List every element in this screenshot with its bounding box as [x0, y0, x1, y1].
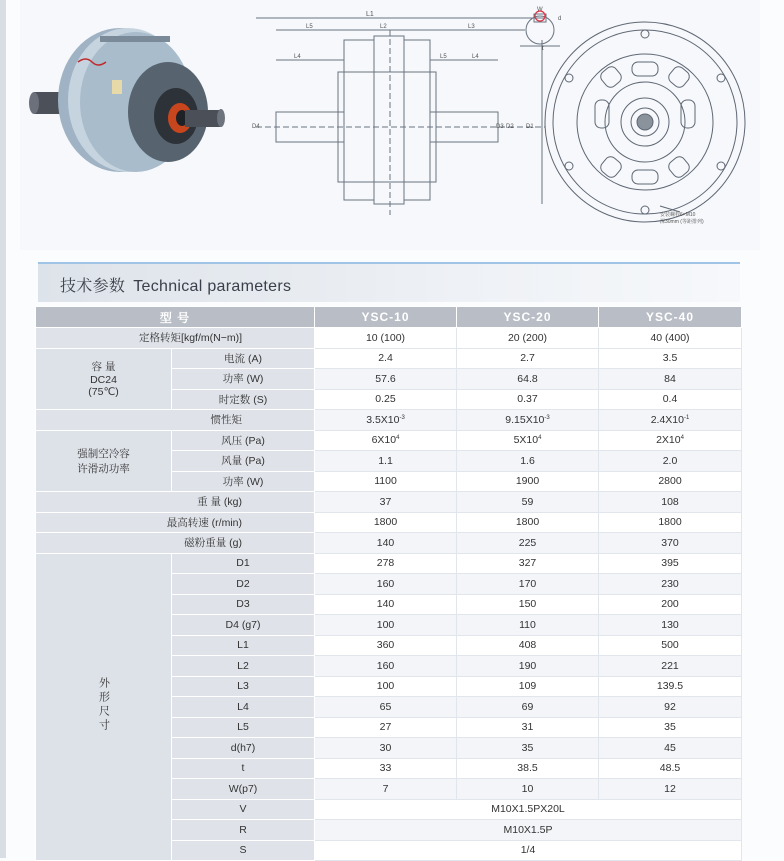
power-ysc40: 84: [599, 369, 742, 390]
air-volume-ysc20: 1.6: [457, 451, 599, 472]
label-d2: D2: [506, 124, 514, 130]
dim-label: L1: [172, 635, 315, 656]
capacity-group-line1: 容 量: [91, 361, 116, 374]
current-ysc40: 3.5: [599, 348, 742, 369]
dim-label: L4: [172, 697, 315, 718]
inertia-label: 惯性矩: [36, 410, 315, 431]
air-pressure-label: 风压 (Pa): [172, 430, 315, 451]
dim-label: S: [172, 840, 315, 861]
side-section-drawing: [252, 11, 545, 215]
weight-ysc20: 59: [457, 492, 599, 513]
header-ysc-20: YSC-20: [457, 307, 599, 328]
powder-weight-ysc10: 140: [315, 533, 457, 554]
dim-value: 327: [457, 553, 599, 574]
power-label: 功率 (W): [172, 369, 315, 390]
dim-value: 160: [315, 574, 457, 595]
cooling-power-ysc10: 1100: [315, 471, 457, 492]
dim-label: D1: [172, 553, 315, 574]
table-row-torque: [36, 328, 742, 349]
dim-label: D2: [172, 574, 315, 595]
dim-value: 30: [315, 738, 457, 759]
dim-label: D3: [172, 594, 315, 615]
label-d3: D3: [496, 124, 504, 130]
label-l4-right: L4: [472, 54, 479, 60]
section-title-en: Technical parameters: [133, 278, 292, 295]
label-t: t: [542, 46, 544, 52]
dim-value: 35: [457, 738, 599, 759]
capacity-group-line2: DC24: [90, 374, 117, 387]
dim-value: 27: [315, 717, 457, 738]
dim-value: 395: [599, 553, 742, 574]
dim-value: 200: [599, 594, 742, 615]
powder-weight-label: 磁粉重量 (g): [36, 533, 315, 554]
torque-ysc40: 40 (400): [599, 328, 742, 349]
current-ysc20: 2.7: [457, 348, 599, 369]
dim-value: 48.5: [599, 758, 742, 779]
time-constant-ysc20: 0.37: [457, 389, 599, 410]
cooling-power-label: 功率 (W): [172, 471, 315, 492]
label-l5-right: L5: [440, 54, 447, 60]
dim-value: 190: [457, 656, 599, 677]
dim-value: 100: [315, 615, 457, 636]
dim-label: V: [172, 799, 315, 820]
dim-value: 65: [315, 697, 457, 718]
current-label: 电流 (A): [172, 348, 315, 369]
torque-ysc10: 10 (100): [315, 328, 457, 349]
dim-value: 139.5: [599, 676, 742, 697]
table-row-inertia: [36, 410, 742, 431]
header-ysc-40: YSC-40: [599, 307, 742, 328]
cooling-power-ysc40: 2800: [599, 471, 742, 492]
dim-label: D4 (g7): [172, 615, 315, 636]
label-l5-left: L5: [306, 24, 313, 30]
parameters-table: [35, 306, 742, 861]
dim-value: 221: [599, 656, 742, 677]
time-constant-ysc40: 0.4: [599, 389, 742, 410]
air-pressure-ysc10: $6X10^4$: [315, 430, 457, 451]
label-d1: D1: [526, 124, 534, 130]
table-row-air-pressure: [36, 430, 742, 451]
dim-label: d(h7): [172, 738, 315, 759]
label-l2: L2: [380, 24, 387, 30]
table-row-d1: [36, 553, 742, 574]
dim-value: 230: [599, 574, 742, 595]
max-speed-label: 最高转速 (r/min): [36, 512, 315, 533]
label-l1: L1: [366, 11, 374, 18]
inertia-ysc20: $9.15X10^{-3}$: [457, 410, 599, 431]
inertia-ysc10: $3.5X10^{-3}$: [315, 410, 457, 431]
cooling-group-line2: 许滑动功率: [77, 462, 130, 475]
dim-label: R: [172, 820, 315, 841]
torque-label: 定格转矩[kgf/m(N−m)]: [36, 328, 315, 349]
front-view-drawing: [545, 22, 745, 225]
header-ysc-10: YSC-10: [315, 307, 457, 328]
air-pressure-ysc20: $5X10^4$: [457, 430, 599, 451]
section-banner: [38, 262, 740, 302]
dim-shared-value: 1/4: [315, 840, 742, 861]
dim-value: 45: [599, 738, 742, 759]
dim-label: L3: [172, 676, 315, 697]
dim-value: 170: [457, 574, 599, 595]
table-row-weight: [36, 492, 742, 513]
label-w: W: [537, 7, 543, 13]
dim-label: W(p7): [172, 779, 315, 800]
weight-ysc10: 37: [315, 492, 457, 513]
mount-note-line2: 深30mm (等距排列): [660, 219, 704, 225]
capacity-group-label: [36, 348, 172, 410]
dim-value: 150: [457, 594, 599, 615]
dim-value: 500: [599, 635, 742, 656]
label-d: d: [558, 16, 562, 22]
page-edge: [0, 0, 6, 858]
dim-value: 10: [457, 779, 599, 800]
label-d4-left: D4: [252, 124, 260, 130]
cooling-power-ysc20: 1900: [457, 471, 599, 492]
dim-label: t: [172, 758, 315, 779]
dim-value: 35: [599, 717, 742, 738]
dim-value: 278: [315, 553, 457, 574]
dim-value: 109: [457, 676, 599, 697]
dim-value: 7: [315, 779, 457, 800]
air-volume-ysc40: 2.0: [599, 451, 742, 472]
cooling-group-label: [36, 430, 172, 492]
label-l3: L3: [468, 24, 475, 30]
dim-shared-value: M10X1.5P: [315, 820, 742, 841]
dim-value: 33: [315, 758, 457, 779]
header-model: 型 号: [36, 307, 315, 328]
table-header-row: [36, 307, 742, 328]
powder-weight-ysc20: 225: [457, 533, 599, 554]
air-pressure-ysc40: $2X10^4$: [599, 430, 742, 451]
dim-value: 130: [599, 615, 742, 636]
time-constant-label: 时定数 (S): [172, 389, 315, 410]
weight-ysc40: 108: [599, 492, 742, 513]
section-title-cn: 技术参数: [60, 276, 126, 295]
dim-value: 408: [457, 635, 599, 656]
label-l4-left: L4: [294, 54, 301, 60]
dim-value: 69: [457, 697, 599, 718]
dim-value: 31: [457, 717, 599, 738]
table-row-powder-weight: [36, 533, 742, 554]
inertia-ysc40: $2.4X10^{-1}$: [599, 410, 742, 431]
dim-label: L5: [172, 717, 315, 738]
dim-value: 100: [315, 676, 457, 697]
table-row-max-speed: [36, 512, 742, 533]
dim-value: 38.5: [457, 758, 599, 779]
section-title: [60, 273, 291, 296]
capacity-group-line3: (75℃): [88, 386, 119, 399]
table-row-current: [36, 348, 742, 369]
dim-value: 360: [315, 635, 457, 656]
dim-value: 12: [599, 779, 742, 800]
dim-value: 110: [457, 615, 599, 636]
max-speed-ysc10: 1800: [315, 512, 457, 533]
dim-value: 140: [315, 594, 457, 615]
powder-weight-ysc40: 370: [599, 533, 742, 554]
dim-value: 92: [599, 697, 742, 718]
time-constant-ysc10: 0.25: [315, 389, 457, 410]
max-speed-ysc20: 1800: [457, 512, 599, 533]
dimensions-group-text: 外形尺寸: [97, 677, 110, 734]
cooling-group-line1: 强制空冷容: [77, 447, 130, 460]
air-volume-ysc10: 1.1: [315, 451, 457, 472]
mount-note-line1: 安装螺栓6×M10: [660, 212, 696, 218]
power-ysc20: 64.8: [457, 369, 599, 390]
product-photo: [29, 28, 225, 172]
power-ysc10: 57.6: [315, 369, 457, 390]
weight-label: 重 量 (kg): [36, 492, 315, 513]
keyway-detail: [520, 7, 561, 52]
dim-value: 160: [315, 656, 457, 677]
current-ysc10: 2.4: [315, 348, 457, 369]
air-volume-label: 风量 (Pa): [172, 451, 315, 472]
product-drawings: [20, 0, 760, 250]
dimensions-group-label: [36, 553, 172, 861]
max-speed-ysc40: 1800: [599, 512, 742, 533]
dim-shared-value: M10X1.5PX20L: [315, 799, 742, 820]
dim-label: L2: [172, 656, 315, 677]
torque-ysc20: 20 (200): [457, 328, 599, 349]
